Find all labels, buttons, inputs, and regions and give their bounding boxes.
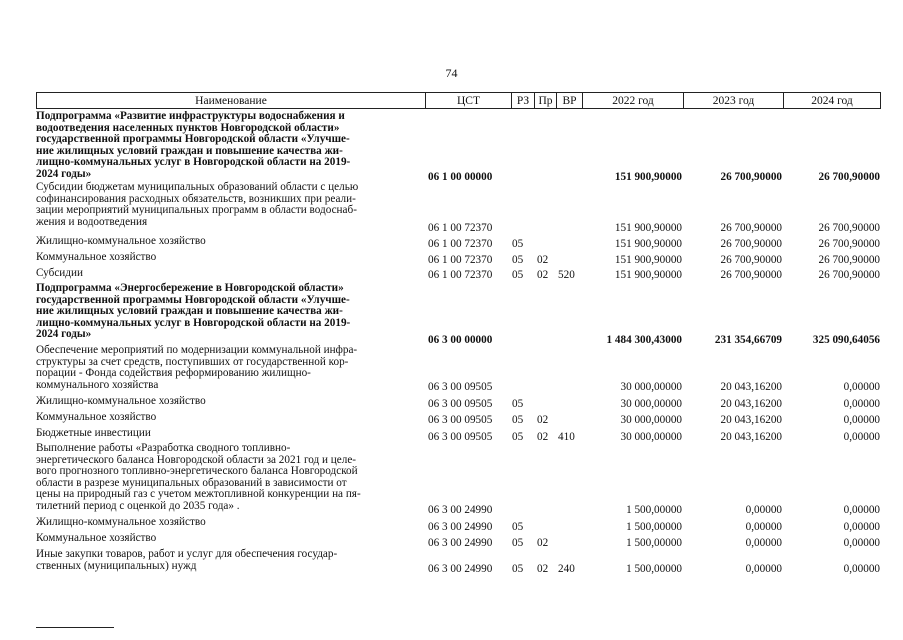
- cell-cst: 06 3 00 24990: [428, 504, 493, 516]
- row-name-line: государственной программы Новгородской области «Улучше-: [36, 133, 350, 146]
- row-name-line: Субсидии бюджетам муниципальных образований области с целью: [36, 181, 359, 193]
- cell-2022: 151 900,90000: [614, 269, 682, 281]
- cell-2024: 0,00000: [843, 431, 880, 443]
- row-name: [36, 236, 431, 248]
- row-name: [36, 283, 431, 341]
- row-name-line: лищно-коммунальных услуг в Новгородской области на 2019-: [36, 316, 351, 329]
- cell-rz: 05: [512, 254, 524, 266]
- cell-vr: 520: [558, 269, 575, 281]
- row-name-line: структуры за счет средств, поступивших от государственной кор-: [36, 355, 349, 368]
- cell-2023: 0,00000: [745, 521, 782, 533]
- row-name-line: Коммунальное хозяйство: [36, 251, 157, 263]
- row-name-line: коммунального хозяйства: [36, 378, 159, 391]
- cell-2023: 26 700,90000: [720, 254, 782, 266]
- cell-2023: 26 700,90000: [720, 269, 782, 281]
- row-name-line: Жилищно-коммунальное хозяйство: [36, 235, 206, 247]
- row-name-line: Подпрограмма «Энергосбережение в Новгородской области»: [36, 282, 344, 294]
- row-name-line: области в разрезе муниципальных образований в зависимости от: [36, 476, 347, 489]
- cell-pr: 02: [537, 431, 549, 443]
- cell-2023: 20 043,16200: [720, 381, 782, 393]
- cell-2023: 0,00000: [745, 537, 782, 549]
- row-name-line: зации мероприятий муниципальных программ в области водоснаб-: [36, 204, 357, 217]
- row-name-line: Субсидии: [36, 267, 83, 279]
- cell-2024: 26 700,90000: [818, 254, 880, 266]
- cell-2024: 0,00000: [843, 398, 880, 410]
- cell-2024: 0,00000: [843, 504, 880, 516]
- row-name: [36, 549, 431, 572]
- cell-pr: 02: [537, 563, 549, 575]
- header-vr: ВР: [556, 92, 582, 109]
- row-name-line: жения и водоотведения: [36, 215, 148, 228]
- cell-vr: 410: [558, 431, 575, 443]
- header-pr: Пр: [534, 92, 556, 109]
- cell-2022: 151 900,90000: [614, 254, 682, 266]
- header-2022: 2022 год: [582, 92, 683, 109]
- row-name: [36, 182, 431, 228]
- cell-rz: 05: [512, 269, 524, 281]
- cell-cst: 06 1 00 72370: [428, 254, 493, 266]
- row-name-line: лищно-коммунальных услуг в Новгородской области на 2019-: [36, 156, 351, 169]
- cell-2024: 26 700,90000: [818, 238, 880, 250]
- cell-2024: 0,00000: [843, 537, 880, 549]
- row-name: [36, 252, 431, 264]
- row-name: [36, 345, 431, 391]
- row-name-line: 2024 годы»: [36, 167, 92, 180]
- row-name-line: Жилищно-коммунальное хозяйство: [36, 516, 206, 528]
- row-name-line: Коммунальное хозяйство: [36, 532, 157, 544]
- cell-cst: 06 1 00 72370: [428, 222, 493, 234]
- cell-rz: 05: [512, 238, 524, 250]
- cell-2023: 20 043,16200: [720, 431, 782, 443]
- cell-rz: 05: [512, 521, 524, 533]
- row-name-line: Подпрограмма «Развитие инфраструктуры водоснабжения и: [36, 110, 345, 122]
- cell-2023: 20 043,16200: [720, 398, 782, 410]
- cell-2024: 26 700,90000: [818, 269, 880, 281]
- cell-cst: 06 1 00 72370: [428, 269, 493, 281]
- row-name-line: порации - Фонда содействия реформированию жилищно-: [36, 367, 311, 380]
- cell-2023: 0,00000: [745, 563, 782, 575]
- cell-2023: 0,00000: [745, 504, 782, 516]
- row-name-line: софинансирования расходных обязательств, возникших при реали-: [36, 192, 356, 205]
- cell-2023: 26 700,90000: [720, 222, 782, 234]
- row-name: [36, 268, 431, 280]
- cell-vr: 240: [558, 563, 575, 575]
- row-name-line: ние жилищных условий граждан и повышение качества жи-: [36, 144, 343, 157]
- cell-2023: 231 354,66709: [714, 334, 782, 346]
- header-rz: РЗ: [511, 92, 534, 109]
- header-2024: 2024 год: [783, 92, 881, 109]
- cell-2022: 1 484 300,43000: [606, 334, 682, 346]
- row-name: [36, 412, 431, 424]
- cell-2024: 0,00000: [843, 381, 880, 393]
- cell-2024: 26 700,90000: [818, 171, 880, 183]
- row-name-line: энергетического баланса Новгородской области за 2021 год и целе-: [36, 453, 357, 466]
- cell-2023: 26 700,90000: [720, 171, 782, 183]
- row-name-line: Коммунальное хозяйство: [36, 411, 157, 423]
- cell-2022: 151 900,90000: [614, 238, 682, 250]
- cell-pr: 02: [537, 269, 549, 281]
- cell-2022: 1 500,00000: [626, 537, 682, 549]
- cell-cst: 06 3 00 24990: [428, 521, 493, 533]
- footnote-divider: [36, 627, 114, 628]
- row-name-line: вого прогнозного топливно-энергетического баланса Новгородской: [36, 465, 358, 478]
- row-name-line: Бюджетные инвестиции: [36, 427, 151, 439]
- row-name: [36, 533, 431, 545]
- cell-2022: 30 000,00000: [620, 381, 682, 393]
- cell-2022: 1 500,00000: [626, 563, 682, 575]
- row-name: [36, 111, 431, 181]
- row-name: [36, 428, 431, 440]
- header-cst: ЦСТ: [425, 92, 511, 109]
- cell-2022: 1 500,00000: [626, 504, 682, 516]
- row-name-line: ние жилищных условий граждан и повышение качества жи-: [36, 305, 343, 318]
- cell-2022: 30 000,00000: [620, 398, 682, 410]
- cell-2023: 26 700,90000: [720, 238, 782, 250]
- row-name-line: Иные закупки товаров, работ и услуг для обеспечения государ-: [36, 548, 338, 560]
- cell-2024: 0,00000: [843, 414, 880, 426]
- row-name-line: тилетний период с оценкой до 2035 года» .: [36, 499, 240, 512]
- cell-cst: 06 1 00 00000: [428, 171, 493, 183]
- cell-2024: 26 700,90000: [818, 222, 880, 234]
- cell-rz: 05: [512, 537, 524, 549]
- header-2023: 2023 год: [683, 92, 783, 109]
- row-name-line: Жилищно-коммунальное хозяйство: [36, 395, 206, 407]
- header-name: Наименование: [36, 92, 425, 109]
- cell-2024: 0,00000: [843, 563, 880, 575]
- cell-cst: 06 3 00 24990: [428, 563, 493, 575]
- cell-cst: 06 1 00 72370: [428, 238, 493, 250]
- cell-cst: 06 3 00 00000: [428, 334, 493, 346]
- row-name-line: 2024 годы»: [36, 328, 92, 341]
- cell-cst: 06 3 00 24990: [428, 537, 493, 549]
- row-name-line: цены на природный газ с учетом межтопливной конкуренции на пя-: [36, 488, 361, 501]
- cell-2022: 151 900,90000: [614, 171, 682, 183]
- cell-cst: 06 3 00 09505: [428, 414, 493, 426]
- page-number: 74: [445, 66, 458, 80]
- row-name-line: государственной программы Новгородской области «Улучше-: [36, 293, 350, 306]
- cell-2022: 151 900,90000: [614, 222, 682, 234]
- cell-2024: 325 090,64056: [812, 334, 880, 346]
- row-name-line: ственных (муниципальных) нужд: [36, 559, 197, 572]
- row-name-line: Обеспечение мероприятий по модернизации коммунальной инфра-: [36, 344, 358, 356]
- cell-2022: 30 000,00000: [620, 414, 682, 426]
- cell-pr: 02: [537, 537, 549, 549]
- cell-cst: 06 3 00 09505: [428, 381, 493, 393]
- cell-2023: 20 043,16200: [720, 414, 782, 426]
- cell-2024: 0,00000: [843, 521, 880, 533]
- row-name: [36, 517, 431, 529]
- row-name-line: Выполнение работы «Разработка сводного топливно-: [36, 442, 291, 454]
- cell-rz: 05: [512, 414, 524, 426]
- cell-rz: 05: [512, 431, 524, 443]
- cell-rz: 05: [512, 398, 524, 410]
- cell-pr: 02: [537, 414, 549, 426]
- cell-2022: 30 000,00000: [620, 431, 682, 443]
- row-name: [36, 396, 431, 408]
- row-name-line: водоотведения населенных пунктов Новгородской области»: [36, 121, 340, 134]
- cell-cst: 06 3 00 09505: [428, 398, 493, 410]
- cell-pr: 02: [537, 254, 549, 266]
- cell-rz: 05: [512, 563, 524, 575]
- cell-cst: 06 3 00 09505: [428, 431, 493, 443]
- cell-2022: 1 500,00000: [626, 521, 682, 533]
- row-name: [36, 443, 431, 513]
